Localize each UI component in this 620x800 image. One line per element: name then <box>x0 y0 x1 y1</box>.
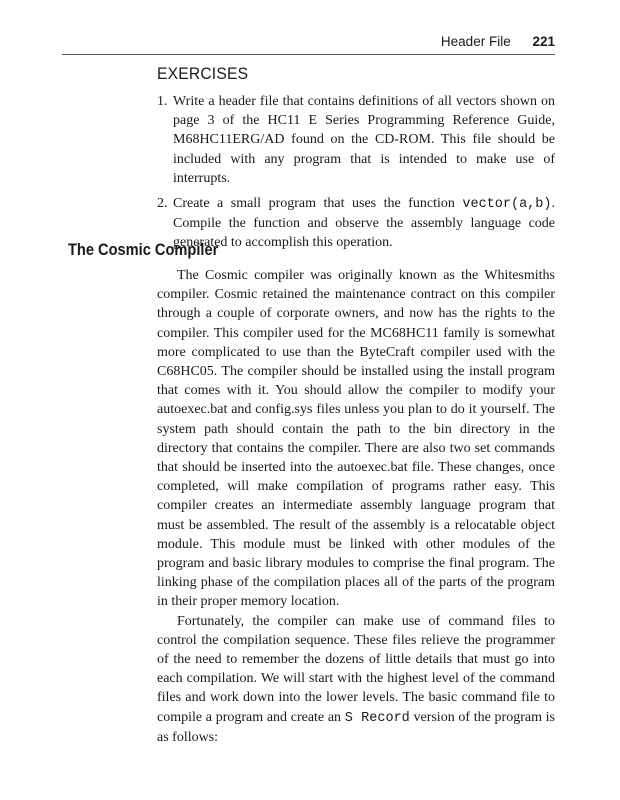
exercises-heading: EXERCISES <box>157 64 249 83</box>
page-number: 221 <box>532 34 555 49</box>
header-rule <box>62 54 555 55</box>
paragraph-text-before: Fortunately, the compiler can make use of command files to control the compilation sequence. These files relieve the programmer of the need to remember the dozens of little details that must go into each compilation. We will start with the highest level of the command files and work down into the lower levels. The basic command file to compile a program and create an <box>157 613 555 725</box>
exercise-text-after: . Compile the function and observe the assembly language code generated to accomplish this operation. <box>173 196 555 251</box>
paragraph-code: S Record <box>344 710 410 726</box>
exercise-item-1 <box>145 92 555 188</box>
exercise-list <box>145 92 555 259</box>
exercise-text: Write a header file that contains definitions of all vectors shown on page 3 of the HC11 E Series Programming Reference Guide, M68HC11ERG/AD found on the CD-ROM. This file should be included with any program that is intended to make use of interrupts. <box>173 94 555 186</box>
exercise-text-before: Create a small program that uses the function <box>173 196 463 212</box>
exercise-code: vector(a,b) <box>462 197 552 213</box>
body-paragraph-1: The Cosmic compiler was originally known as the Whitesmiths compiler. Cosmic retained the maintenance contract on this compiler through a couple of corporate owners, and now has the rights to the compiler. This compiler used for the MC68HC11 family is somewhat more complicated to use than the ByteCraft compiler used with the C68HC05. The compiler should be installed using the install program that comes with it. You should allow the compiler to modify your autoexec.bat and config.sys files unless you plan to do it yourself. The system path should contain the path to the bin directory in the directory that contains the compiler. There are also two set commands that should be inserted into the autoexec.bat file. These changes, once completed, will make compilation of programs rather easy. This compiler creates an intermediate assembly language program that must be assembled. The result of the assembly is a relocatable object module. This module must be linked with other modules of the program and basic library modules to comprise the final program. The linking phase of the compilation places all of the parts of the program in their proper memory location. <box>157 268 555 610</box>
exercise-number: 2. <box>157 196 168 212</box>
exercise-number: 1. <box>157 94 168 109</box>
section-body <box>157 266 555 747</box>
body-paragraph-2 <box>157 612 555 747</box>
section-heading: The Cosmic Compiler <box>68 240 219 259</box>
paragraph-text-after: version of the program is as follows: <box>157 709 556 745</box>
running-header-title: Header File <box>440 34 511 49</box>
running-header <box>62 34 555 49</box>
